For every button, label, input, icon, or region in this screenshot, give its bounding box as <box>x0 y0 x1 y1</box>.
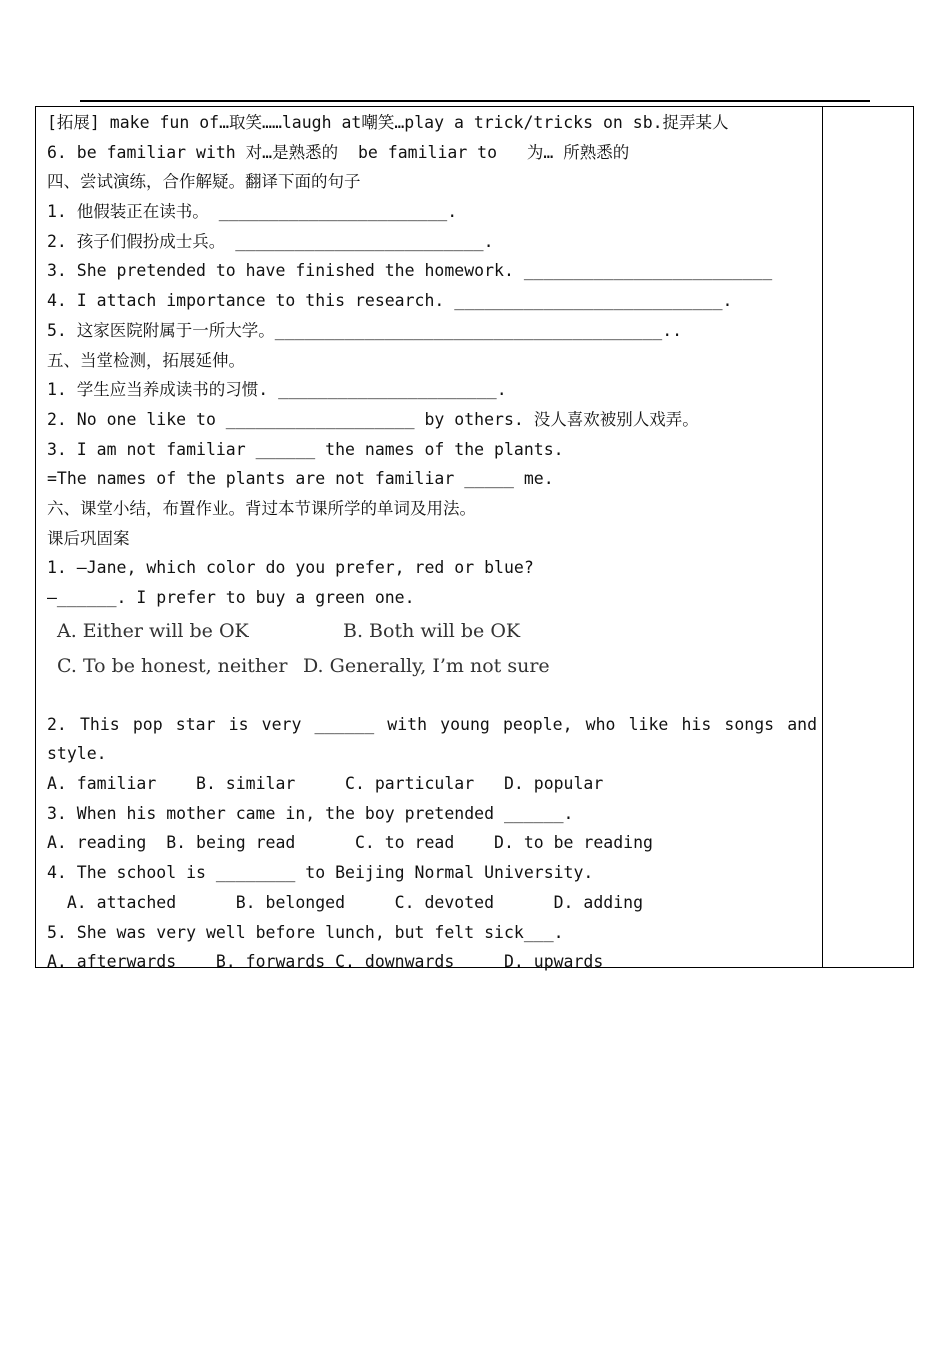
section-heading: 五、当堂检测，拓展延伸。 <box>47 350 245 370</box>
worksheet-content <box>47 108 817 977</box>
question-text: —______. I prefer to buy a green one. <box>47 588 415 607</box>
question-text: 3. When his mother came in, the boy pretended ______. <box>47 803 574 823</box>
top-rule <box>80 100 870 102</box>
answer-options: A. attached B. belonged C. devoted D. adding <box>47 892 644 912</box>
translation-item: 3. She pretended to have finished the homework. _________________________ <box>47 261 773 281</box>
answer-options: A. afterwards B. forwards C. downwards D. upwards <box>47 952 604 972</box>
option-row <box>47 648 817 683</box>
answer-options: A. familiar B. similar C. particular D. popular <box>47 774 604 794</box>
question-text-continued: style. <box>47 744 107 764</box>
spacer <box>47 683 817 710</box>
answer-options: A. reading B. being read C. to read D. to be reading <box>47 833 653 853</box>
question-text: 2. This pop star is very ______ with young people, who like his songs and <box>47 714 817 734</box>
option-a: A. Either will be OK <box>57 619 249 642</box>
option-d: D. Generally, I’m not sure <box>303 654 550 677</box>
notes-column-divider <box>822 106 823 968</box>
section-heading: 六、课堂小结，布置作业。背过本节课所学的单词及用法。 <box>47 498 476 518</box>
translation-item: 1. 他假装正在读书。 _______________________. <box>47 202 458 222</box>
phrase-line: 6. be familiar with 对…是熟悉的 be familiar to 为… 所熟悉的 <box>47 142 630 162</box>
translation-item: 5. 这家医院附属于一所大学。_______________________________________.. <box>47 320 683 340</box>
test-item: =The names of the plants are not familiar _____ me. <box>47 469 554 489</box>
extension-line: [拓展] make fun of…取笑……laugh at嘲笑…play a trick/tricks on sb.捉弄某人 <box>47 113 729 132</box>
option-b: B. Both will be OK <box>343 619 521 642</box>
section-heading: 四、尝试演练，合作解疑。翻译下面的句子 <box>47 172 361 192</box>
question-text: 4. The school is ________ to Beijing Normal University. <box>47 863 594 883</box>
section-heading: 课后巩固案 <box>47 528 130 548</box>
translation-item: 2. 孩子们假扮成士兵。 _________________________. <box>47 231 494 251</box>
test-item: 1. 学生应当养成读书的习惯. ______________________. <box>47 380 507 400</box>
question-text: 5. She was very well before lunch, but felt sick___. <box>47 922 564 942</box>
question-text: 1. —Jane, which color do you prefer, red or blue? <box>47 558 534 578</box>
option-row <box>47 613 817 648</box>
option-c: C. To be honest, neither <box>57 654 288 677</box>
translation-item: 4. I attach importance to this research. ___________________________. <box>47 291 733 311</box>
test-item: 3. I am not familiar ______ the names of the plants. <box>47 439 564 459</box>
test-item: 2. No one like to ___________________ by others. 没人喜欢被别人戏弄。 <box>47 409 699 429</box>
